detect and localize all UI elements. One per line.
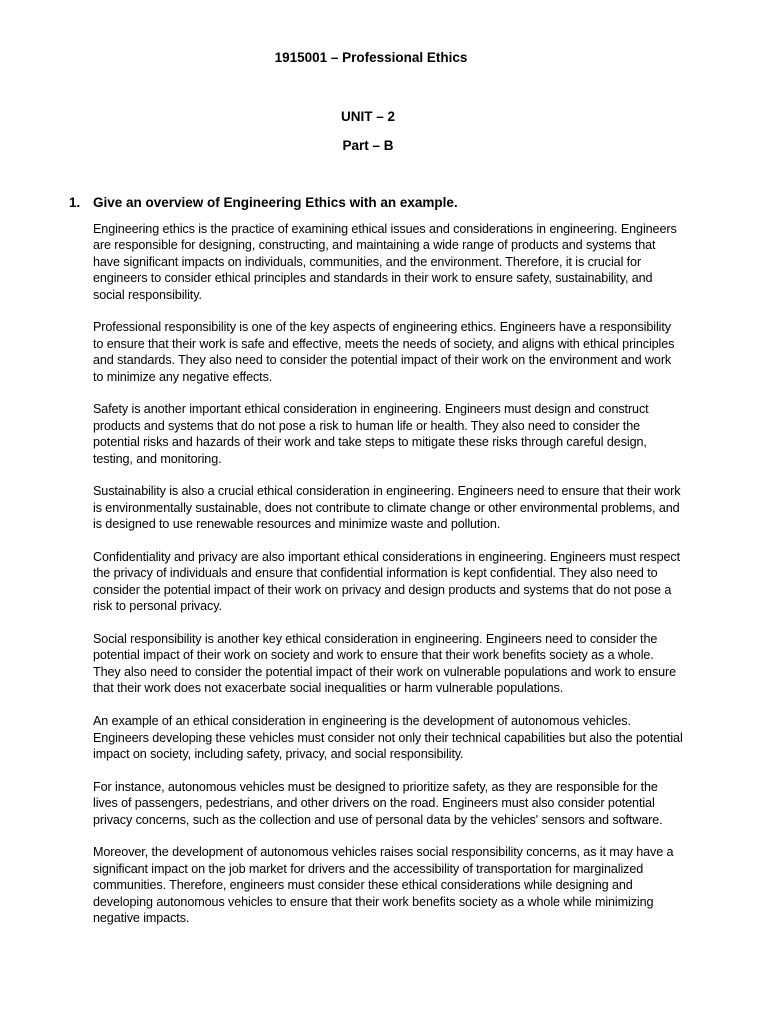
part-heading: Part – B xyxy=(342,138,394,153)
question-heading xyxy=(69,194,689,212)
paragraph-confidentiality: Confidentiality and privacy are also important ethical considerations in engineering. Engineers must respect the privacy of individuals and ensure that confidential information is kept confidential. They also need to consider the potential impact of their work on privacy and design products and systems that do not pose a risk to personal privacy. xyxy=(93,550,681,614)
paragraph-conclusion: Moreover, the development of autonomous vehicles raises social responsibility concerns, as it may have a significant impact on the job market for drivers and the accessibility of transportation for marginalized communities. Therefore, engineers must consider these ethical considerations while designing and developing autonomous vehicles to ensure that their work benefits society as a whole while minimizing negative impacts. xyxy=(93,845,674,925)
question-number: 1. xyxy=(69,195,81,210)
paragraph-sustainability: Sustainability is also a crucial ethical consideration in engineering. Engineers need to ensure that their work is environmentally sustainable, does not contribute to climate change or other environmental problems, and is designed to use renewable resources and minimize waste and pollution. xyxy=(93,484,681,532)
answer-body xyxy=(93,221,683,943)
paragraph-social-responsibility: Social responsibility is another key ethical consideration in engineering. Engineers need to consider the potential impact of their work on society and work to ensure that their work benefits society as a whole. They also need to consider the potential impact of their work on vulnerable populations and work to ensure that their work does not exacerbate social inequalities or harm vulnerable populations. xyxy=(93,632,677,696)
paragraph-safety: Safety is another important ethical consideration in engineering. Engineers must design and construct products and systems that do not pose a risk to human life or health. They also need to consider the potential risks and hazards of their work and take steps to mitigate these risks through careful design, testing, and monitoring. xyxy=(93,402,649,466)
unit-heading: UNIT – 2 xyxy=(340,109,395,124)
paragraph-professional-responsibility: Professional responsibility is one of the key aspects of engineering ethics. Engineers have a responsibility to ensure that their work is safe and effective, meets the needs of society, and aligns with ethical principles and standards. They also need to consider the potential impact of their work on the environment and work to minimize any negative effects. xyxy=(93,320,675,384)
question-text: Give an overview of Engineering Ethics with an example. xyxy=(93,195,458,210)
paragraph-example: An example of an ethical consideration in engineering is the development of autonomous vehicles. Engineers developing these vehicles must consider not only their technical capabilities but also the potential impact on society, including safety, privacy, and social responsibility. xyxy=(93,714,683,761)
paragraph-instance: For instance, autonomous vehicles must be designed to prioritize safety, as they are responsible for the lives of passengers, pedestrians, and other drivers on the road. Engineers must also consider potential privacy concerns, such as the collection and use of personal data by the vehicles' sensors and software. xyxy=(93,779,663,827)
paragraph-definition: Engineering ethics is the practice of examining ethical issues and considerations in engineering. Engineers are responsible for designing, constructing, and maintaining a wide range of products and systems that have significant impacts on individuals, communities, and the environment. Therefore, it is crucial for engineers to consider ethical principles and standards in their work to ensure safety, sustainability, and social responsibility. xyxy=(93,222,677,302)
course-title: 1915001 – Professional Ethics xyxy=(274,50,468,65)
